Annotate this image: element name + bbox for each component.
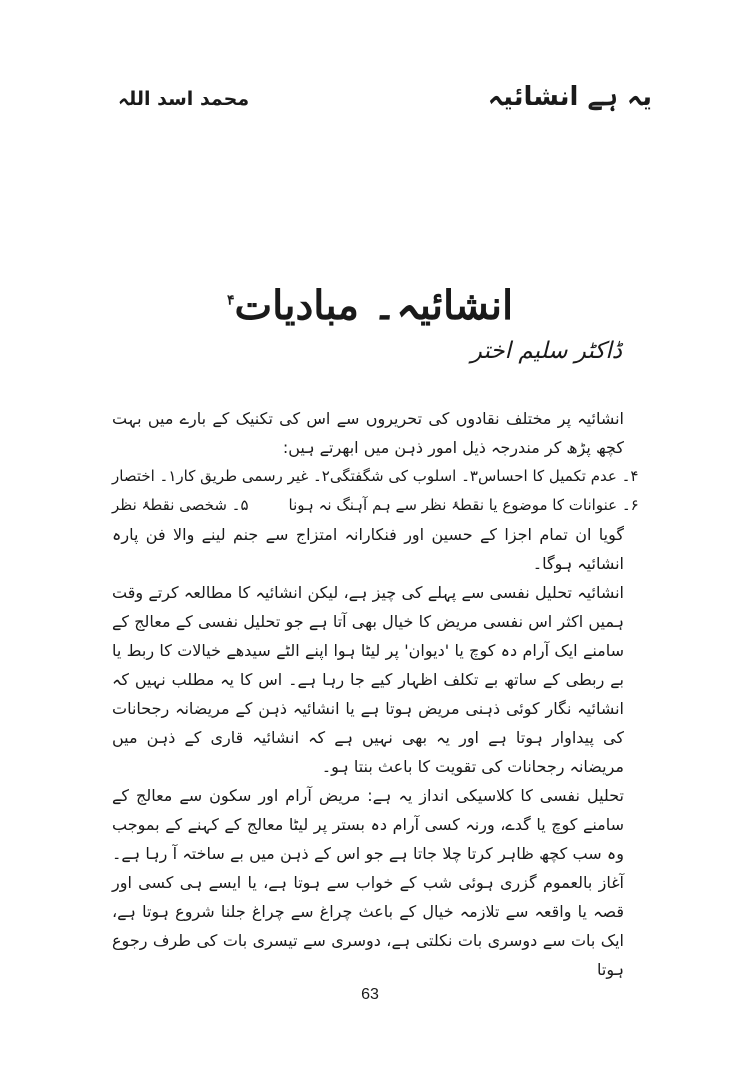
list-item: ۳۔ اسلوب کی شگفتگی — [329, 467, 478, 485]
chapter-number: ۴ — [226, 292, 235, 309]
intro-paragraph: انشائیہ پر مختلف نقادوں کی تحریروں سے اس کی تکنیک کے بارے میں بہت کچھ پڑھ کر مندرجہ ذیل امور ذہن میں ابھرتے ہیں: — [112, 409, 624, 457]
list-item: ۴۔ عدم تکمیل کا احساس — [477, 467, 639, 485]
list-row-2 — [112, 491, 639, 520]
paragraph: تحلیل نفسی کا کلاسیکی انداز یہ ہے: مریض آرام اور سکون سے معالج کے سامنے کوچ یا گدے، ورنہ کسی آرام دہ بستر پر لیٹا معالج کے کہنے کے بموجب وہ سب کچھ ظاہر کرتا چلا جاتا ہے جو اس کے ذہن میں بے ساختہ آ رہا ہے۔ آغاز بالعموم گزری ہوئی شب کے خواب سے ہوتا ہے، یا ایسے ہی کسی اور قصہ یا واقعہ سے تلازمہ خیال کے باعث چراغ سے چراغ جلنا شروع ہوتا ہے، ایک بات سے دوسری بات نکلتی ہے، دوسری سے تیسری بات کی طرف رجوع ہوتا — [112, 786, 624, 979]
page-number: 63 — [361, 986, 379, 1003]
chapter-title-text: انشائیہ۔ مبادیات — [234, 282, 514, 329]
list-item: ۱۔ اختصار — [112, 467, 177, 485]
paragraph: انشائیہ تحلیل نفسی سے پہلے کی چیز ہے، لیکن انشائیہ کا مطالعہ کرتے وقت ہمیں اکثر اس نفسی مریض کا خیال بھی آتا ہے جو تحلیل نفسی کے معالج کے سامنے ایک آرام دہ کوچ یا 'دیوان' پر لیٹا ہوا اپنے الٹے سیدھے خیالات کا ربط یا بے ربطی کے ساتھ بے تکلف اظہار کیے جا رہا ہے۔ اس کا یہ مطلب نہیں کہ انشائیہ نگار کوئی ذہنی مریض ہوتا ہے یا انشائیہ ذہن کے مریضانہ رجحانات کی پیداوار ہوتا ہے اور یہ بھی نہیں ہے کہ انشائیہ قاری کے ذہن میں مریضانہ رجحانات کی تقویت کا باعث بنتا ہو۔ — [112, 583, 624, 776]
paragraph: گویا ان تمام اجزا کے حسین اور فنکارانہ امتزاج سے جنم لینے والا فن پارہ انشائیہ ہوگا۔ — [112, 525, 624, 573]
running-header-author: محمد اسد اللہ — [118, 88, 250, 110]
running-header-title: یہ ہے انشائیہ — [487, 82, 652, 112]
body-text — [112, 404, 639, 984]
list-item: ۲۔ غیر رسمی طریق کار — [176, 467, 330, 485]
list-row-1 — [112, 462, 639, 491]
chapter-author: ڈاکٹر سلیم اختر — [470, 338, 622, 364]
list-item: ۵۔ شخصی نقطۂ نظر — [112, 496, 249, 514]
list-item: ۶۔ عنوانات کا موضوع یا نقطۂ نظر سے ہم آہنگ نہ ہونا — [288, 496, 639, 514]
chapter-title — [0, 282, 740, 329]
